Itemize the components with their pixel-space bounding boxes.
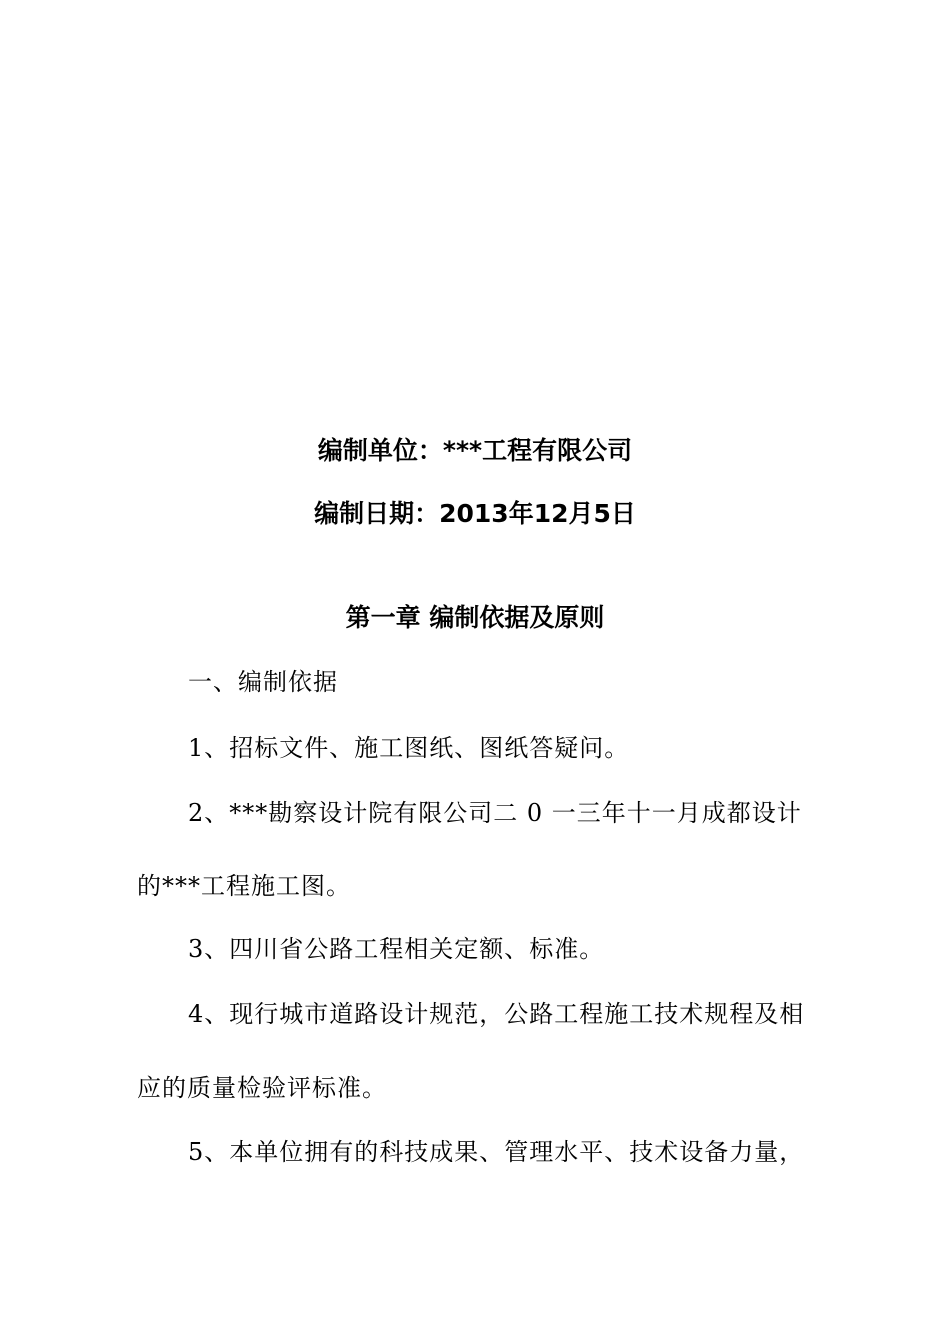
list-item-2-continuation: 的***工程施工图。 xyxy=(137,872,351,900)
section-heading: 一、编制依据 xyxy=(188,668,338,696)
list-item-1: 1、招标文件、施工图纸、图纸答疑问。 xyxy=(188,734,630,762)
list-item-3: 3、四川省公路工程相关定额、标准。 xyxy=(188,935,605,963)
chapter-title: 第一章 编制依据及原则 xyxy=(345,603,605,632)
list-item-5: 5、本单位拥有的科技成果、管理水平、技术设备力量， xyxy=(188,1138,805,1166)
list-item-4: 4、现行城市道路设计规范，公路工程施工技术规程及相 xyxy=(188,1000,805,1028)
list-item-2: 2、***勘察设计院有限公司二 0 一三年十一月成都设计 xyxy=(188,799,802,827)
compiling-date: 编制日期：2013年12月5日 xyxy=(314,499,636,528)
compiling-unit: 编制单位：***工程有限公司 xyxy=(317,436,633,465)
list-item-4-continuation: 应的质量检验评标准。 xyxy=(137,1074,387,1102)
